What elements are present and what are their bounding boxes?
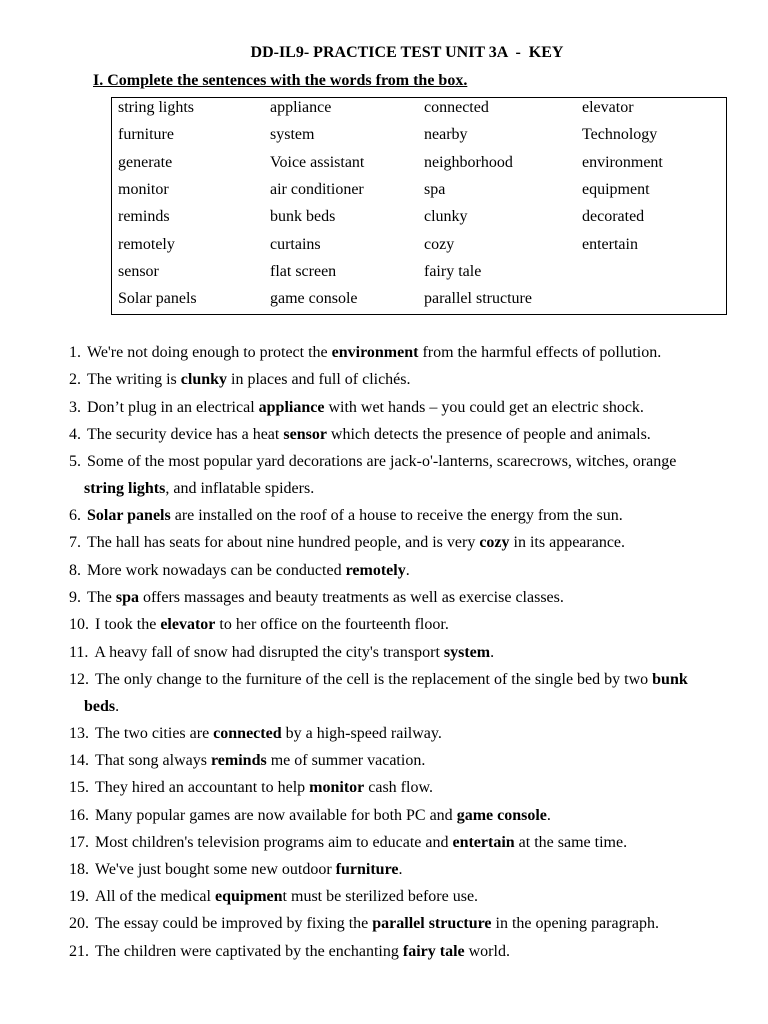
sentence-line bbox=[69, 533, 625, 553]
sentence-number: 6. bbox=[69, 507, 81, 524]
sentence-line bbox=[69, 643, 494, 663]
answer-word: bunk bbox=[652, 671, 688, 688]
sentence-number: 7. bbox=[69, 534, 81, 551]
sentence-line bbox=[69, 506, 623, 526]
sentence-number: 12. bbox=[69, 671, 89, 688]
sentence-text: Most children's television programs aim to educate and bbox=[95, 834, 453, 851]
sentence-text: . bbox=[546, 807, 551, 824]
sentence-text: from the harmful effects of pollution. bbox=[418, 344, 662, 361]
word-box-item: connected bbox=[424, 99, 489, 116]
sentence-number: 18. bbox=[69, 861, 89, 878]
sentence-text: The hall has seats for about nine hundred people, and is very bbox=[87, 534, 480, 551]
answer-word: remotely bbox=[345, 562, 406, 579]
word-box-item: air conditioner bbox=[270, 181, 364, 198]
answer-word: string lights bbox=[84, 480, 166, 497]
sentence-number: 20. bbox=[69, 915, 89, 932]
word-box-item: game console bbox=[270, 290, 358, 307]
answer-word: cozy bbox=[479, 534, 510, 551]
section-heading: I. Complete the sentences with the words from the box. bbox=[93, 72, 468, 89]
sentence-line bbox=[69, 778, 433, 798]
answer-word: Solar panels bbox=[87, 507, 171, 524]
sentence-text: . bbox=[115, 698, 120, 715]
sentence-text: The writing is bbox=[87, 371, 181, 388]
word-box-item: parallel structure bbox=[424, 290, 532, 307]
sentence-line bbox=[69, 561, 410, 581]
sentence-number: 5. bbox=[69, 453, 81, 470]
word-box-item: neighborhood bbox=[424, 154, 513, 171]
sentence-line bbox=[69, 887, 478, 907]
sentence-number: 3. bbox=[69, 399, 81, 416]
sentence-number: 19. bbox=[69, 888, 89, 905]
word-box-item: flat screen bbox=[270, 263, 337, 280]
answer-word: furniture bbox=[335, 861, 399, 878]
sentence-text: are installed on the roof of a house to receive the energy from the sun. bbox=[170, 507, 623, 524]
sentence-number: 4. bbox=[69, 426, 81, 443]
sentence-number: 15. bbox=[69, 779, 89, 796]
answer-word: appliance bbox=[258, 399, 325, 416]
sentence-text: by a high-speed railway. bbox=[281, 725, 442, 742]
sentence-number: 13. bbox=[69, 725, 89, 742]
answer-word: elevator bbox=[160, 616, 216, 633]
sentence-line bbox=[69, 806, 551, 826]
word-box-item: remotely bbox=[118, 236, 175, 253]
sentence-number: 9. bbox=[69, 589, 81, 606]
word-box-item: nearby bbox=[424, 126, 468, 143]
sentence-text: in the opening paragraph. bbox=[491, 915, 659, 932]
sentence-text: Don’t plug in an electrical bbox=[87, 399, 259, 416]
sentence-number: 11. bbox=[69, 644, 89, 661]
answer-word: reminds bbox=[210, 752, 267, 769]
sentence-text: which detects the presence of people and animals. bbox=[326, 426, 651, 443]
word-box-item: elevator bbox=[582, 99, 634, 116]
word-box-item: decorated bbox=[582, 208, 645, 225]
answer-word: sensor bbox=[283, 426, 327, 443]
word-box-item: appliance bbox=[270, 99, 332, 116]
sentence-text: . bbox=[405, 562, 410, 579]
sentence-text: . bbox=[490, 644, 495, 661]
sentence-number: 10. bbox=[69, 616, 89, 633]
sentence-number: 8. bbox=[69, 562, 81, 579]
sentence-text: The essay could be improved by fixing the bbox=[95, 915, 373, 932]
sentence-text: in places and full of clichés. bbox=[227, 371, 411, 388]
word-box-item: bunk beds bbox=[270, 208, 336, 225]
answer-word: equipmen bbox=[214, 888, 283, 905]
sentence-line bbox=[69, 670, 688, 690]
sentence-text: All of the medical bbox=[95, 888, 215, 905]
sentence-text: . bbox=[398, 861, 403, 878]
answer-word: monitor bbox=[309, 779, 365, 796]
sentence-text: in its appearance. bbox=[509, 534, 626, 551]
sentence-line bbox=[69, 370, 411, 390]
sentence-text: to her office on the fourteenth floor. bbox=[215, 616, 449, 633]
answer-word: clunky bbox=[180, 371, 228, 388]
word-box-item: entertain bbox=[582, 236, 638, 253]
answer-word: connected bbox=[213, 725, 282, 742]
word-box-item: generate bbox=[118, 154, 173, 171]
sentence-text: Some of the most popular yard decorations are jack-o'-lanterns, scarecrows, witches, orange bbox=[87, 453, 677, 470]
sentence-line bbox=[69, 833, 627, 853]
sentence-text: That song always bbox=[95, 752, 211, 769]
sentence-text: The security device has a heat bbox=[87, 426, 284, 443]
sentence-text: world. bbox=[464, 943, 510, 960]
answer-word: environment bbox=[331, 344, 419, 361]
word-box-item: reminds bbox=[118, 208, 170, 225]
word-box-item: spa bbox=[424, 181, 446, 198]
word-box-item: equipment bbox=[582, 181, 650, 198]
sentence-line bbox=[84, 697, 119, 717]
sentence-number: 17. bbox=[69, 834, 89, 851]
sentence-text: , and inflatable spiders. bbox=[165, 480, 315, 497]
sentence-line bbox=[69, 588, 564, 608]
sentence-text: More work nowadays can be conducted bbox=[87, 562, 346, 579]
sentence-text: with wet hands – you could get an electric shock. bbox=[324, 399, 644, 416]
word-box-item: Voice assistant bbox=[270, 154, 365, 171]
word-box-item: Technology bbox=[582, 126, 658, 143]
sentence-number: 2. bbox=[69, 371, 81, 388]
word-box-item: clunky bbox=[424, 208, 468, 225]
word-box-item: monitor bbox=[118, 181, 169, 198]
sentence-line bbox=[69, 452, 676, 472]
sentence-line bbox=[69, 942, 510, 962]
answer-word: system bbox=[443, 644, 491, 661]
answer-word: fairy tale bbox=[402, 943, 465, 960]
sentence-number: 16. bbox=[69, 807, 89, 824]
sentence-text: offers massages and beauty treatments as well as exercise classes. bbox=[139, 589, 564, 606]
sentence-text: The only change to the furniture of the cell is the replacement of the single bed by two bbox=[95, 671, 653, 688]
sentence-line bbox=[69, 914, 659, 934]
answer-word: game console bbox=[456, 807, 547, 824]
word-box-item: Solar panels bbox=[118, 290, 197, 307]
sentence-text: me of summer vacation. bbox=[266, 752, 426, 769]
document-title: DD-IL9- PRACTICE TEST UNIT 3A - KEY bbox=[250, 44, 564, 61]
word-box-item: furniture bbox=[118, 126, 174, 143]
sentence-line bbox=[69, 425, 651, 445]
word-box-item: sensor bbox=[118, 263, 159, 280]
sentence-text: We've just bought some new outdoor bbox=[95, 861, 336, 878]
sentence-text: The children were captivated by the enchanting bbox=[95, 943, 403, 960]
sentence-text: at the same time. bbox=[514, 834, 628, 851]
sentence-text: I took the bbox=[95, 616, 161, 633]
sentence-text: cash flow. bbox=[364, 779, 433, 796]
sentence-line bbox=[69, 615, 449, 635]
word-box-item: fairy tale bbox=[424, 263, 482, 280]
answer-word: parallel structure bbox=[372, 915, 492, 932]
sentence-text: We're not doing enough to protect the bbox=[87, 344, 332, 361]
sentence-line bbox=[84, 479, 314, 499]
sentence-text: They hired an accountant to help bbox=[95, 779, 310, 796]
answer-word: entertain bbox=[452, 834, 515, 851]
sentence-text: t must be sterilized before use. bbox=[282, 888, 479, 905]
word-box-item: cozy bbox=[424, 236, 455, 253]
sentence-number: 21. bbox=[69, 943, 89, 960]
word-box-item: string lights bbox=[118, 99, 195, 116]
sentence-text: The two cities are bbox=[95, 725, 214, 742]
sentence-text: Many popular games are now available for both PC and bbox=[95, 807, 457, 824]
word-box-item: curtains bbox=[270, 236, 321, 253]
word-box-item: environment bbox=[582, 154, 663, 171]
sentence-line bbox=[69, 860, 402, 880]
answer-word: beds bbox=[84, 698, 116, 715]
sentence-text: A heavy fall of snow had disrupted the city's transport bbox=[94, 644, 444, 661]
sentence-number: 1. bbox=[69, 344, 81, 361]
sentence-line bbox=[69, 398, 644, 418]
answer-word: spa bbox=[115, 589, 139, 606]
sentence-line bbox=[69, 724, 442, 744]
sentence-text: The bbox=[87, 589, 116, 606]
sentence-line bbox=[69, 343, 661, 363]
sentence-number: 14. bbox=[69, 752, 89, 769]
sentence-line bbox=[69, 751, 425, 771]
word-box-item: system bbox=[270, 126, 315, 143]
